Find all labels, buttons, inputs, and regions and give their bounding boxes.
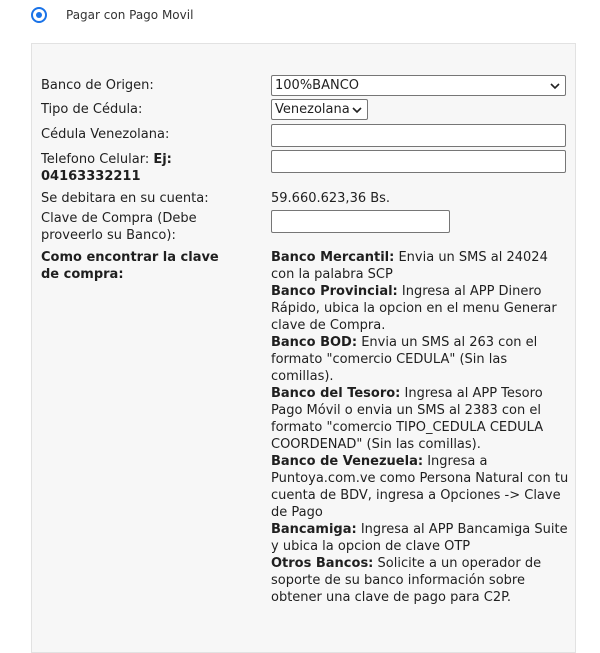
pago-movil-label: Pagar con Pago Movil [66, 8, 194, 22]
ayuda-banco-item [271, 249, 571, 283]
banco-instructions: Solicite a un operador de soporte de su banco información sobre obtener una clave de pago para C2P. [271, 556, 542, 605]
banco-name: Banco Mercantil: [271, 250, 395, 265]
chevron-down-icon [351, 104, 363, 116]
ayuda-label: Como encontrar la clave de compra: [41, 250, 219, 282]
ayuda-banco-item [271, 521, 571, 555]
banco-name: Otros Bancos: [271, 556, 374, 571]
cedula-label: Cédula Venezolana: [41, 127, 170, 142]
debito-label: Se debitara en su cuenta: [41, 191, 209, 206]
ayuda-banco-item [271, 334, 571, 385]
debito-amount: 59.660.623,36 Bs. [271, 191, 391, 206]
ayuda-banco-item [271, 385, 571, 453]
clave-label: Clave de Compra (Debe proveerlo su Banco): [41, 211, 197, 243]
banco-name: Banco del Tesoro: [271, 386, 401, 401]
telefono-input[interactable] [271, 150, 566, 173]
clave-input[interactable] [271, 210, 450, 233]
ayuda-banco-item [271, 555, 571, 606]
cedula-input[interactable] [271, 124, 566, 147]
banco-origen-label: Banco de Origen: [41, 78, 154, 93]
telefono-example: Ej: 04163332211 [41, 152, 172, 184]
banco-instructions: Envia un SMS al 24024 con la palabra SCP [271, 250, 548, 282]
banco-name: Banco BOD: [271, 335, 358, 350]
banco-name: Bancamiga: [271, 522, 357, 537]
banco-instructions: Envia un SMS al 263 con el formato "comercio CEDULA" (Sin las comillas). [271, 335, 538, 384]
telefono-label-group [41, 151, 216, 185]
ayuda-banco-item [271, 453, 571, 521]
banco-instructions: Ingresa al APP Tesoro Pago Móvil o envia un SMS al 2383 con el formato "comercio TIPO_CEDULA CEDULA COORDENAD" (Sin las comillas). [271, 386, 544, 452]
ayuda-bancos-list [271, 249, 571, 606]
telefono-label: Telefono Celular: [41, 152, 150, 167]
banco-origen-select[interactable] [271, 75, 566, 96]
payment-option-pago-movil[interactable] [31, 3, 193, 27]
banco-origen-value: 100%BANCO [275, 78, 360, 93]
tipo-cedula-label: Tipo de Cédula: [41, 102, 143, 117]
banco-instructions: Ingresa a Puntoya.com.ve como Persona Natural con tu cuenta de BDV, ingresa a Opciones -> Clave de Pago [271, 454, 569, 520]
tipo-cedula-value: Venezolana [275, 102, 350, 117]
banco-instructions: Ingresa al APP Dinero Rápido, ubica la opcion en el menu Generar clave de Compra. [271, 284, 557, 333]
pago-movil-radio[interactable] [31, 7, 47, 23]
pago-movil-form-panel [31, 43, 576, 653]
banco-name: Banco Provincial: [271, 284, 398, 299]
tipo-cedula-select[interactable] [271, 99, 368, 120]
ayuda-banco-item [271, 283, 571, 334]
chevron-down-icon [549, 80, 561, 92]
banco-instructions: Ingresa al APP Bancamiga Suite y ubica la opcion de clave OTP [271, 522, 568, 554]
banco-name: Banco de Venezuela: [271, 454, 424, 469]
